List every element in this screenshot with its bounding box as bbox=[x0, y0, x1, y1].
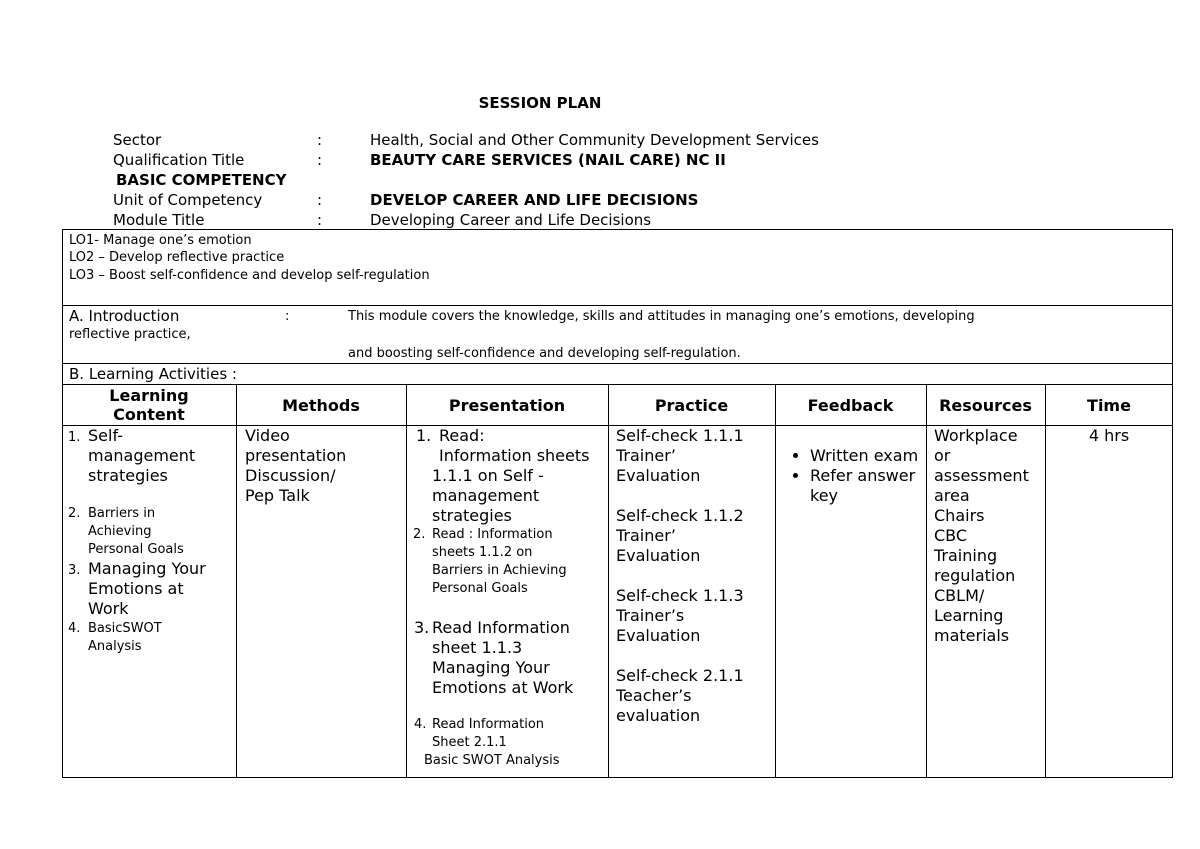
presentation-item-3 bbox=[432, 618, 573, 698]
presentation-num-1: 1. bbox=[416, 426, 432, 445]
divider bbox=[62, 305, 1173, 306]
unit-value: DEVELOP CAREER AND LIFE DECISIONS bbox=[370, 191, 699, 209]
col-header-content-line1: Learning bbox=[109, 386, 189, 405]
methods-line: Discussion/ bbox=[245, 466, 336, 485]
module-value: Developing Career and Life Decisions bbox=[370, 211, 652, 229]
content-item-2-line: Barriers in bbox=[88, 506, 156, 521]
col-header-feedback: Feedback bbox=[807, 396, 894, 415]
basic-competency: BASIC COMPETENCY bbox=[116, 171, 287, 189]
methods-cell bbox=[245, 426, 346, 506]
practice-line: Evaluation bbox=[616, 546, 701, 565]
presentation-num-3: 3. bbox=[414, 618, 430, 637]
presentation-item-1-line: management bbox=[432, 486, 540, 505]
practice-group-1 bbox=[616, 426, 744, 486]
column-divider bbox=[406, 384, 407, 778]
presentation-item-1-line: Information sheets bbox=[439, 446, 590, 465]
presentation-item-4 bbox=[424, 716, 560, 770]
practice-line: Self-check 1.1.2 bbox=[616, 506, 744, 525]
unit-colon: : bbox=[317, 191, 323, 209]
resources-line: CBLM/ bbox=[934, 586, 985, 605]
qualification-colon: : bbox=[317, 151, 323, 169]
intro-line1b: reflective practice, bbox=[69, 327, 191, 342]
content-num-4: 4. bbox=[68, 621, 81, 636]
practice-line: Evaluation bbox=[616, 626, 701, 645]
learning-activities-label: B. Learning Activities : bbox=[69, 365, 237, 383]
presentation-item-4-line: Read Information bbox=[432, 717, 545, 732]
presentation-item-1-title: Read: bbox=[439, 426, 485, 445]
time-value: 4 hrs bbox=[1088, 426, 1130, 445]
methods-line: Video bbox=[245, 426, 290, 445]
qualification-value: BEAUTY CARE SERVICES (NAIL CARE) NC II bbox=[370, 151, 726, 169]
divider bbox=[62, 384, 1173, 385]
content-num-2: 2. bbox=[68, 506, 81, 521]
resources-line: CBC bbox=[934, 526, 968, 545]
content-item-3-line: Emotions at bbox=[88, 579, 184, 598]
qualification-label: Qualification Title bbox=[113, 151, 245, 169]
resources-line: area bbox=[934, 486, 970, 505]
presentation-item-4-line: Sheet 2.1.1 bbox=[432, 735, 507, 750]
resources-line: Workplace bbox=[934, 426, 1018, 445]
module-colon: : bbox=[317, 211, 323, 229]
document-title: SESSION PLAN bbox=[478, 94, 602, 112]
practice-line: Teacher’s bbox=[616, 686, 692, 705]
presentation-item-1 bbox=[432, 446, 589, 526]
sector-value: Health, Social and Other Community Development Services bbox=[370, 131, 819, 149]
practice-group-2 bbox=[616, 506, 744, 566]
methods-line: presentation bbox=[245, 446, 347, 465]
content-item-1-line: management bbox=[88, 446, 196, 465]
intro-line1: This module covers the knowledge, skills and attitudes in managing one’s emotions, developing bbox=[348, 309, 975, 324]
unit-label: Unit of Competency bbox=[113, 191, 263, 209]
column-divider bbox=[775, 384, 776, 778]
col-header-content bbox=[62, 386, 236, 424]
methods-line: Pep Talk bbox=[245, 486, 310, 505]
practice-line: Trainer’ bbox=[616, 446, 676, 465]
practice-group-4 bbox=[616, 666, 744, 726]
practice-group-3 bbox=[616, 586, 744, 646]
practice-line: Trainer’ bbox=[616, 526, 676, 545]
practice-line: Self-check 1.1.3 bbox=[616, 586, 744, 605]
content-item-4 bbox=[88, 620, 162, 656]
practice-line: Self-check 1.1.1 bbox=[616, 426, 744, 445]
presentation-item-4-line: Basic SWOT Analysis bbox=[424, 753, 560, 768]
content-item-4-line: Analysis bbox=[88, 639, 142, 654]
intro-line2: and boosting self-confidence and developing self-regulation. bbox=[348, 346, 741, 361]
col-header-time: Time bbox=[1087, 396, 1131, 415]
lo3: LO3 – Boost self-confidence and develop self-regulation bbox=[69, 268, 430, 283]
sector-label: Sector bbox=[113, 131, 162, 149]
presentation-item-1-line: 1.1.1 on Self - bbox=[432, 466, 544, 485]
col-header-practice: Practice bbox=[654, 396, 729, 415]
column-divider bbox=[608, 384, 609, 778]
presentation-item-1-line: strategies bbox=[432, 506, 512, 525]
presentation-item-2-line: Read : Information bbox=[432, 527, 553, 542]
intro-colon: : bbox=[285, 309, 290, 324]
content-item-2 bbox=[88, 505, 184, 559]
presentation-item-2-line: sheets 1.1.2 on bbox=[432, 545, 533, 560]
intro-label: A. Introduction bbox=[69, 307, 180, 325]
practice-line: evaluation bbox=[616, 706, 701, 725]
content-item-1-line: Self- bbox=[88, 426, 123, 445]
presentation-item-3-line: Managing Your bbox=[432, 658, 550, 677]
feedback-item: • Written exam bbox=[810, 446, 920, 466]
resources-line: Learning bbox=[934, 606, 1004, 625]
presentation-num-2: 2. bbox=[413, 527, 426, 542]
content-item-3-line: Managing Your bbox=[88, 559, 206, 578]
lo2: LO2 – Develop reflective practice bbox=[69, 250, 285, 265]
col-header-presentation: Presentation bbox=[448, 396, 566, 415]
resources-line: regulation bbox=[934, 566, 1016, 585]
content-item-4-line: BasicSWOT bbox=[88, 621, 162, 636]
presentation-item-3-line: Emotions at Work bbox=[432, 678, 574, 697]
resources-cell bbox=[934, 426, 1029, 646]
col-header-methods: Methods bbox=[282, 396, 360, 415]
feedback-cell bbox=[790, 446, 920, 506]
feedback-item: • Refer answer key bbox=[810, 466, 920, 506]
content-num-1: 1. bbox=[68, 430, 81, 445]
presentation-num-4: 4. bbox=[414, 717, 427, 732]
feedback-list bbox=[790, 446, 920, 506]
column-divider bbox=[236, 384, 237, 778]
presentation-item-3-line: sheet 1.1.3 bbox=[432, 638, 523, 657]
presentation-item-2 bbox=[432, 526, 567, 598]
practice-line: Trainer’s bbox=[616, 606, 685, 625]
content-item-3 bbox=[88, 559, 206, 619]
content-item-2-line: Achieving bbox=[88, 524, 152, 539]
resources-line: Training bbox=[934, 546, 998, 565]
column-divider bbox=[926, 384, 927, 778]
presentation-item-2-line: Barriers in Achieving bbox=[432, 563, 567, 578]
lo1: LO1- Manage one’s emotion bbox=[69, 233, 252, 248]
presentation-item-3-line: Read Information bbox=[432, 618, 570, 637]
col-header-resources: Resources bbox=[939, 396, 1032, 415]
content-num-3: 3. bbox=[68, 563, 81, 578]
content-item-2-line: Personal Goals bbox=[88, 542, 184, 557]
content-item-3-line: Work bbox=[88, 599, 129, 618]
sector-colon: : bbox=[317, 131, 323, 149]
resources-line: assessment bbox=[934, 466, 1029, 485]
presentation-item-2-line: Personal Goals bbox=[432, 581, 528, 596]
content-item-1 bbox=[88, 426, 195, 486]
practice-line: Self-check 2.1.1 bbox=[616, 666, 744, 685]
col-header-content-line2: Content bbox=[113, 405, 185, 424]
content-item-1-line: strategies bbox=[88, 466, 168, 485]
resources-line: materials bbox=[934, 626, 1010, 645]
module-label: Module Title bbox=[113, 211, 205, 229]
resources-line: or bbox=[934, 446, 951, 465]
resources-line: Chairs bbox=[934, 506, 985, 525]
practice-line: Evaluation bbox=[616, 466, 701, 485]
